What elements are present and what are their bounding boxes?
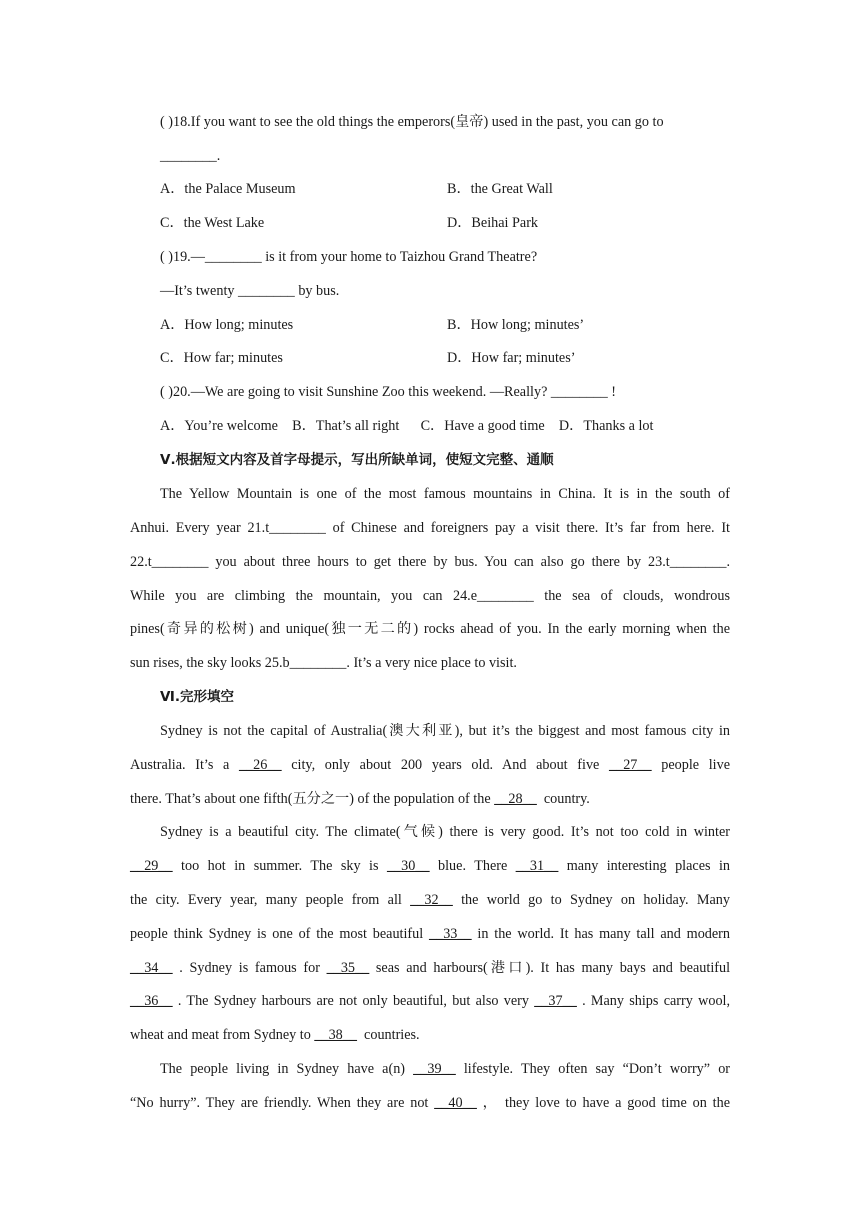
cloze-text: Sydney is a beautiful city. The climate(气候) there is very good. It’s not too cold in winter: [160, 824, 730, 840]
cloze-blank-33: __33__: [429, 926, 472, 942]
cloze-text: people live: [661, 757, 730, 773]
cloze-blank-30: __30__: [386, 858, 430, 874]
section5-line-1: The Yellow Mountain is one of the most famous mountains in China. It is in the south of: [160, 486, 730, 502]
cloze-p2-line-1: [160, 823, 730, 841]
cloze-blank-28: __28__: [494, 791, 537, 807]
cloze-blank-26: __26__: [238, 757, 282, 773]
q18-blank-line: ________.: [160, 148, 221, 164]
cloze-text: Australia. It’s a: [130, 757, 239, 773]
cloze-text: The people living in Sydney have a(n): [160, 1061, 414, 1077]
cloze-text: too hot in summer. The sky is: [181, 858, 387, 874]
cloze-text: Sydney is not the capital of Australia(澳大利亚), but it’s the biggest and most famous city in: [160, 723, 730, 739]
cloze-blank-40: __40__: [434, 1095, 477, 1111]
cloze-p3-line-1: [160, 1060, 730, 1078]
cloze-text: the city. Every year, many people from all: [130, 892, 411, 908]
cloze-blank-38: __38__: [314, 1027, 357, 1043]
q18-stem: ( )18.If you want to see the old things the emperors(皇帝) used in the past, you can go to: [160, 114, 664, 130]
section5-line-4: While you are climbing the mountain, you can 24.e________ the sea of clouds, wondrous: [130, 588, 730, 604]
section5-line-6: sun rises, the sky looks 25.b________. It’s a very nice place to visit.: [130, 655, 517, 671]
cloze-text: blue. There: [438, 858, 516, 874]
cloze-p2-line-7: [130, 1026, 420, 1044]
q19-line2: —It’s twenty ________ by bus.: [160, 283, 340, 299]
cloze-text: . Sydney is famous for: [179, 960, 327, 976]
cloze-p2-line-2: [130, 857, 730, 875]
section5-title: Ⅴ.根据短文内容及首字母提示，写出所缺单词，使短文完整、通顺: [160, 452, 554, 468]
cloze-p2-line-4: [130, 925, 730, 943]
q19-stem: ( )19.—________ is it from your home to Taizhou Grand Theatre?: [160, 249, 538, 265]
cloze-p3-line-2: [130, 1094, 730, 1112]
cloze-p1-line-1: [160, 722, 730, 740]
cloze-text: many interesting places in: [566, 858, 731, 874]
cloze-text: seas and harbours(港口). It has many bays and beautiful: [375, 960, 731, 976]
cloze-text: countries.: [356, 1027, 420, 1043]
cloze-p2-line-3: [130, 891, 730, 909]
cloze-text: the world go to Sydney on holiday. Many: [461, 892, 730, 908]
cloze-blank-34: __34__: [130, 960, 173, 976]
cloze-blank-27: __27__: [609, 757, 652, 773]
cloze-blank-35: __35__: [326, 960, 370, 976]
cloze-text: . The Sydney harbours are not only beautiful, but also very: [177, 993, 535, 1009]
q18-option-d: D．Beihai Park: [447, 215, 539, 231]
cloze-p1-line-3: [130, 790, 590, 808]
cloze-text: wheat and meat from Sydney to: [130, 1027, 315, 1043]
cloze-blank-32: __32__: [410, 892, 453, 908]
section6-title: Ⅵ.完形填空: [160, 689, 234, 705]
cloze-p1-line-2: [130, 756, 730, 774]
section5-line-3: 22.t________ you about three hours to get there by bus. You can also go there by 23.t________.: [130, 554, 730, 570]
q18-option-c: C．the West Lake: [160, 215, 265, 231]
q20-options: A．You’re welcome B．That’s all right C．Have a good time D．Thanks a lot: [160, 418, 654, 434]
cloze-blank-36: __36__: [130, 993, 173, 1009]
cloze-blank-37: __37__: [534, 993, 577, 1009]
cloze-text: . Many ships carry wool,: [582, 993, 731, 1009]
q20-stem: ( )20.—We are going to visit Sunshine Zoo this weekend. —Really? ________ !: [160, 384, 616, 400]
section5-line-5: pines(奇异的松树) and unique(独一无二的) rocks ahead of you. In the early morning when the: [130, 621, 730, 637]
section5-line-2: Anhui. Every year 21.t________ of Chinese and foreigners pay a visit there. It’s far from here. It: [130, 520, 730, 536]
q19-option-d: D．How far; minutes’: [447, 350, 576, 366]
cloze-text: people think Sydney is one of the most beautiful: [130, 926, 430, 942]
q18-option-a: A．the Palace Museum: [160, 181, 296, 197]
q19-option-a: A．How long; minutes: [160, 317, 294, 333]
cloze-text: lifestyle. They often say “Don’t worry” or: [463, 1061, 731, 1077]
cloze-text: ， they love to have a good time on the: [482, 1095, 731, 1111]
cloze-blank-39: __39__: [413, 1061, 456, 1077]
cloze-text: there. That’s about one fifth(五分之一) of the population of the: [130, 791, 495, 807]
cloze-text: in the world. It has many tall and modern: [477, 926, 730, 942]
q18-option-b: B．the Great Wall: [447, 181, 553, 197]
q19-option-c: C．How far; minutes: [160, 350, 283, 366]
cloze-text: country.: [536, 791, 590, 807]
cloze-text: city, only about 200 years old. And about five: [291, 757, 609, 773]
cloze-text: “No hurry”. They are friendly. When they are not: [130, 1095, 435, 1111]
q19-option-b: B．How long; minutes’: [447, 317, 585, 333]
cloze-p2-line-5: [130, 959, 730, 977]
cloze-p2-line-6: [130, 992, 730, 1010]
cloze-blank-31: __31__: [515, 858, 559, 874]
cloze-blank-29: __29__: [130, 858, 173, 874]
